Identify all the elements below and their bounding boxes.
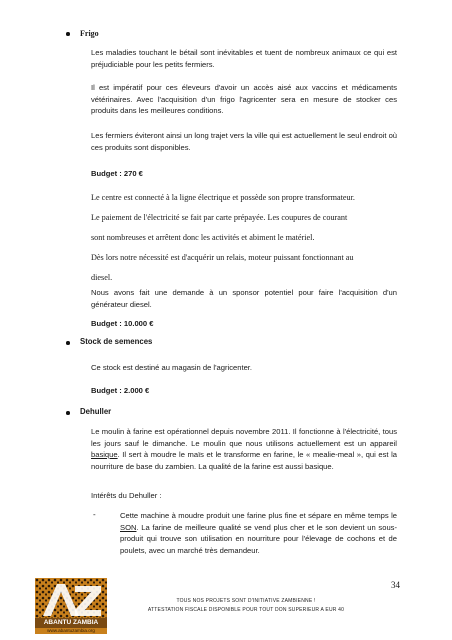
bullet-stock xyxy=(66,341,70,345)
dehuller-item-son: SON xyxy=(120,522,137,532)
section-title-stock: Stock de semences xyxy=(80,337,153,346)
dehuller-paragraph-basique: basique xyxy=(91,450,118,459)
abantu-zambia-logo xyxy=(35,578,107,634)
page-number: 34 xyxy=(391,580,400,590)
stock-paragraph: Ce stock est destiné au magasin de l'agricenter. xyxy=(91,363,253,372)
dehuller-list-item-1 xyxy=(120,510,397,556)
section-title-dehuller: Dehuller xyxy=(80,407,112,416)
dehuller-list-dash: - xyxy=(93,510,96,519)
frigo-budget-2: Budget : 10.000 € xyxy=(91,319,154,328)
bullet-frigo xyxy=(66,32,70,36)
dehuller-paragraph-part-1: Le moulin à farine est opérationnel depuis novembre 2011. Il fonctionne à l'électricité, tous les jours sauf le dimanche. Le moulin que nous utilisons actuellement est un appareil xyxy=(91,427,397,448)
dehuller-item-part-1: Cette machine à moudre produit une farine plus fine et sépare en même temps le xyxy=(120,511,397,520)
stock-budget: Budget : 2.000 € xyxy=(91,386,150,395)
logo-url: www.abantuzambia.org xyxy=(47,628,95,633)
dehuller-paragraph xyxy=(91,426,397,472)
frigo-paragraph-3: Les fermiers éviteront ainsi un long trajet vers la ville qui est actuellement le seul endroit où ces produits sont disponibles. xyxy=(91,131,398,152)
frigo-paragraph-1: Les maladies touchant le bétail sont inévitables et tuent de nombreux animaux ce qui est préjudiciable pour les petits fermiers. xyxy=(91,48,397,69)
frigo-serif-line-4: Dès lors notre nécessité est d'acquérir un relais, moteur puissant fonctionnant au xyxy=(91,253,354,262)
frigo-paragraph-4: Nous avons fait une demande à un sponsor potentiel pour faire l'acquisition d'un générateur diesel. xyxy=(91,288,397,309)
frigo-serif-line-3: sont nombreuses et arrêtent donc les activités et abiment le matériel. xyxy=(91,233,315,242)
frigo-serif-line-2: Le paiement de l'électricité se fait par carte prépayée. Les coupures de courant xyxy=(91,213,348,222)
dehuller-interets-label: Intérêts du Dehuller : xyxy=(91,491,162,500)
bullet-dehuller xyxy=(66,411,70,415)
section-title-frigo: Frigo xyxy=(80,29,99,38)
frigo-budget: Budget : 270 € xyxy=(91,169,143,178)
frigo-paragraph-2: Il est impératif pour ces éleveurs d'avoir un accès aisé aux vaccins et médicaments vétérinaires. Avec l'acquisition d'un frigo l'agricenter sera en mesure de stocker ces produits dans les meilleures conditions. xyxy=(91,83,397,115)
logo-name: ABANTU ZAMBIA xyxy=(43,619,99,626)
frigo-serif-line-5: diesel. xyxy=(91,273,113,282)
footer-line-2: ATTESTATION FISCALE DISPONIBLE POUR TOUT DON SUPERIEUR A EUR 40 xyxy=(147,607,345,613)
dehuller-item-part-2: . La farine de meilleure qualité se vend plus cher et le son devient un sous-produit qui trouve son utilisation en nourriture pour l'élevage de cochons et de poulets, avec un marché très demandeur. xyxy=(120,522,397,555)
frigo-serif-line-1: Le centre est connecté à la ligne électrique et possède son propre transformateur. xyxy=(91,193,355,202)
footer-line-1: TOUS NOS PROJETS SONT D'INITIATIVE ZAMBIENNE ! xyxy=(176,598,316,604)
dehuller-paragraph-part-2: . Il sert à moudre le maïs et le transforme en farine, le « mealie-meal », qui est la nourriture de base du zambien. La qualité de la farine est aussi basique. xyxy=(91,450,397,471)
